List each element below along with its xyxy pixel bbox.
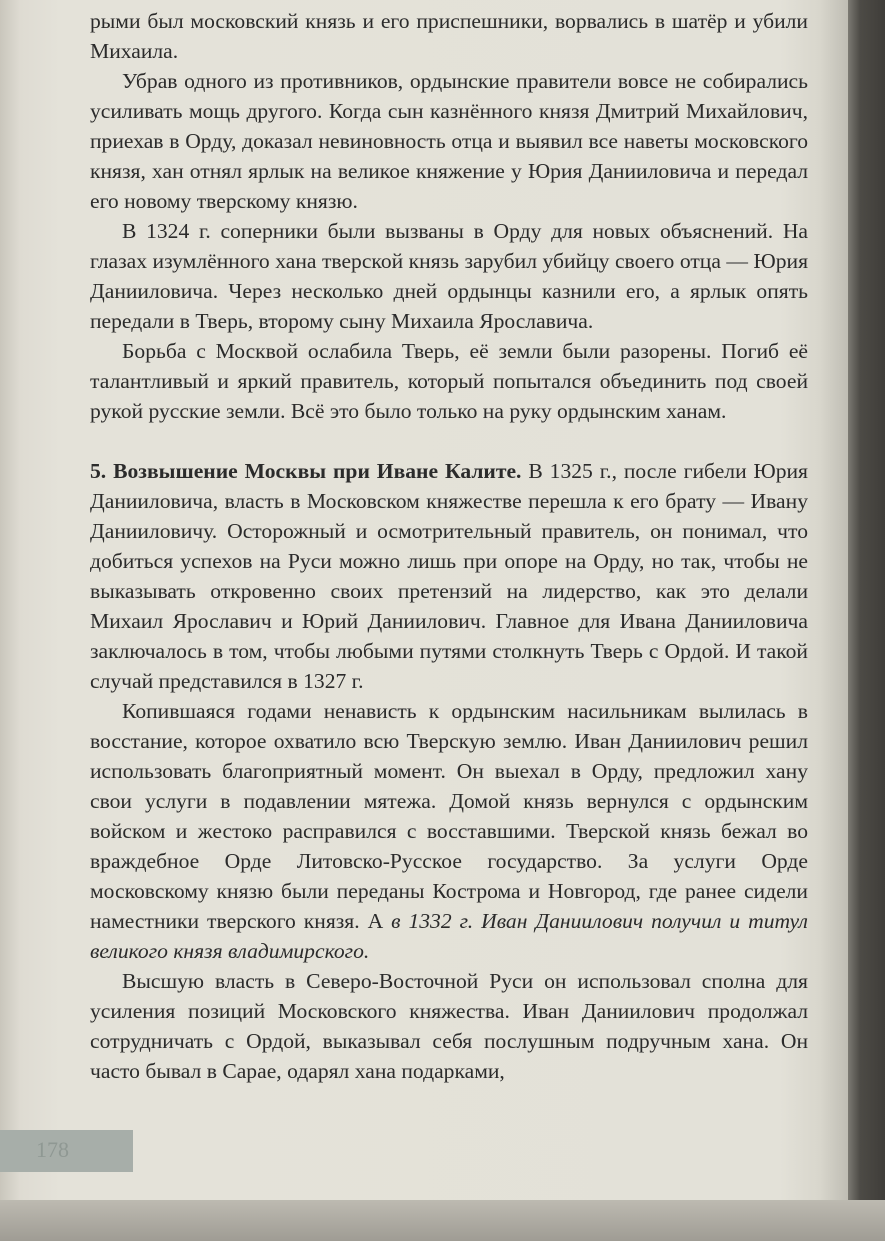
paragraph: Убрав одного из противников, ордынские правители вовсе не собирались усиливать мощь другого. Когда сын казнённого князя Дмитрий Михайлович, приехав в Орду, доказал невиновность отца и выявил все наветы московского князя, хан отнял ярлык на великое княжение у Юрия Данииловича и передал его новому тверскому князю.	[90, 69, 808, 213]
section-text: В 1325 г., после гибели Юрия Данииловича, власть в Московском княжестве перешла к его брату — Ивану Данииловичу. Осторожный и осмотрительный правитель, он понимал, что добиться успехов на Руси можно лишь при опоре на Орду, но так, чтобы не выказывать откровенно своих претензий на лидерство, как это делали Михаил Ярославич и Юрий Даниилович. Главное для Ивана Данииловича заключалось в том, чтобы любыми путями столкнуть Тверь с Ордой. И такой случай представился в 1327 г.	[90, 459, 808, 693]
page-number: 178	[36, 1137, 69, 1162]
paragraph: рыми был московский князь и его приспешники, ворвались в шатёр и убили Михаила.	[90, 9, 808, 63]
book-spine	[848, 0, 885, 1241]
paragraph	[90, 696, 808, 966]
paragraph: Борьба с Москвой ослабила Тверь, её земли были разорены. Погиб её талантливый и яркий правитель, который попытался объединить под своей рукой русские земли. Всё это было только на руку ордынским ханам.	[90, 339, 808, 423]
paragraph-text: Копившаяся годами ненависть к ордынским насильникам вылилась в восстание, которое охватило всю Тверскую землю. Иван Даниилович решил использовать благоприятный момент. Он выехал в Орду, предложил хану свои услуги в подавлении мятежа. Домой князь вернулся с ордынским войском и жестоко расправился с восставшими. Тверской князь бежал во враждебное Орде Литовско-Русское государство. За услуги Орде московскому князю были переданы Кострома и Новгород, где ранее сидели наместники тверского князя. А	[90, 699, 808, 933]
page-text	[90, 6, 808, 1086]
page-number-tab	[0, 1130, 133, 1172]
italic-highlight: в 1332 г. Иван Даниилович получил и титул великого князя владимирского.	[90, 909, 808, 963]
paragraph: Высшую власть в Северо-Восточной Руси он использовал сполна для усиления позиций Московского княжества. Иван Даниилович продолжал сотрудничать с Ордой, выказывал себя послушным подручным хана. Он часто бывал в Сарае, одарял хана подарками,	[90, 969, 808, 1083]
section-paragraph	[90, 456, 808, 696]
page-bottom-shadow	[0, 1200, 885, 1241]
paragraph: В 1324 г. соперники были вызваны в Орду для новых объяснений. На глазах изумлённого хана тверской князь зарубил убийцу своего отца — Юрия Данииловича. Через несколько дней ордынцы казнили его, а ярлык опять передали в Тверь, второму сыну Михаила Ярославича.	[90, 219, 808, 333]
section-heading: 5. Возвышение Москвы при Иване Калите.	[90, 459, 522, 483]
